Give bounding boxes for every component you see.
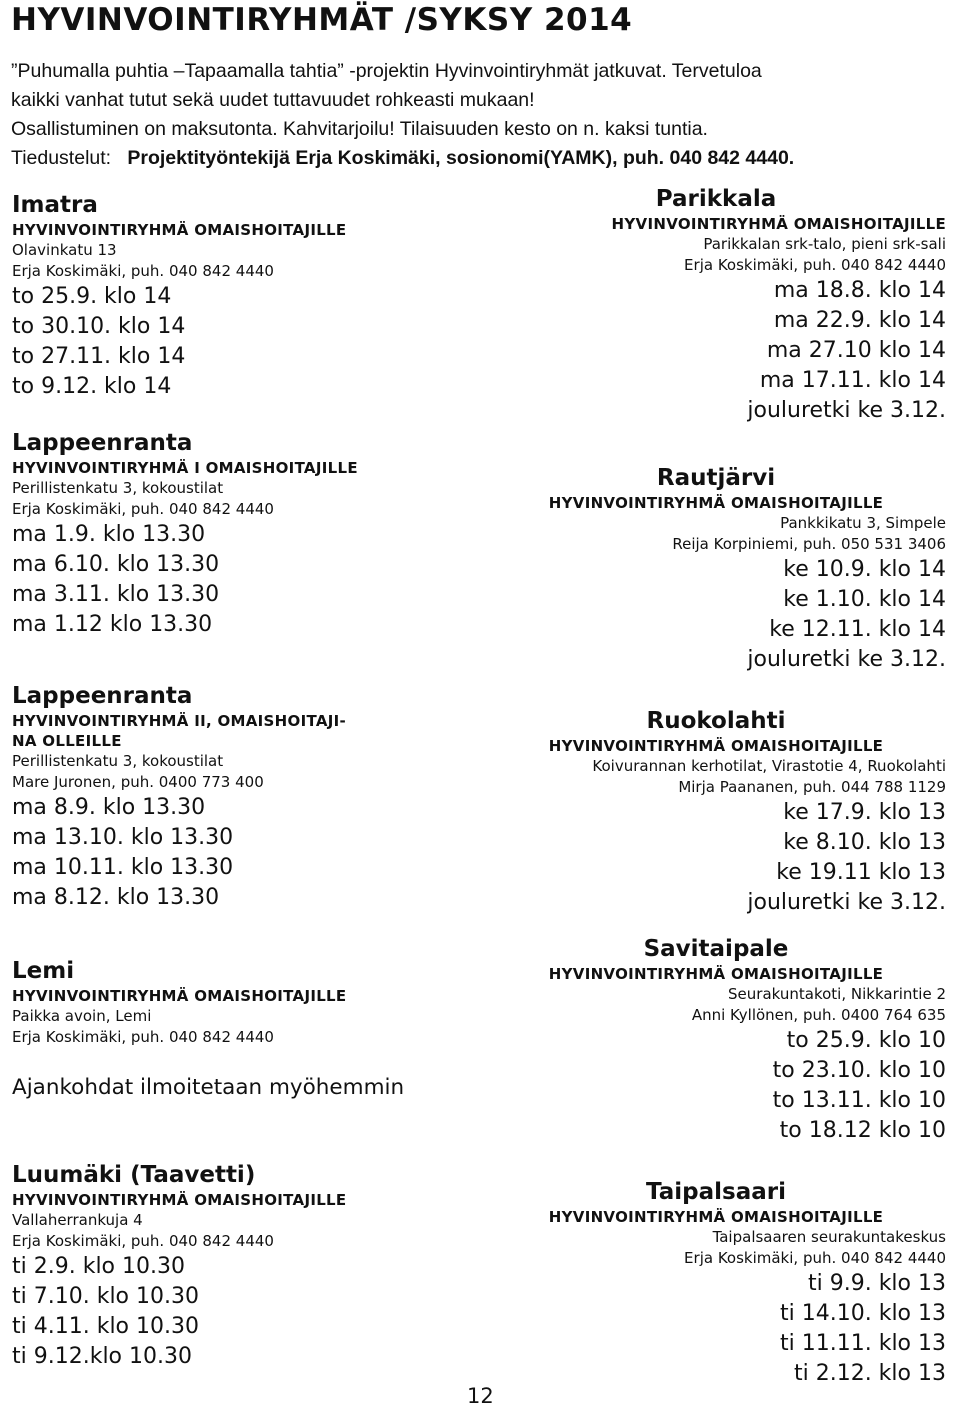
meeting-date: ti 9.12.klo 10.30 bbox=[12, 1344, 192, 1369]
group-type: HYVINVOINTIRYHMÄ OMAISHOITAJILLE bbox=[12, 1191, 347, 1209]
city-name: Taipalsaari bbox=[646, 1179, 786, 1205]
meeting-date: ma 1.9. klo 13.30 bbox=[12, 522, 206, 547]
meeting-date: ma 17.11. klo 14 bbox=[759, 368, 946, 393]
group-type: HYVINVOINTIRYHMÄ OMAISHOITAJILLE bbox=[548, 965, 884, 983]
meeting-date: ma 27.10 klo 14 bbox=[766, 338, 946, 363]
meeting-date: to 13.11. klo 10 bbox=[772, 1088, 946, 1113]
contact-person: Mirja Paananen, puh. 044 788 1129 bbox=[678, 778, 946, 796]
venue: Vallaherrankuja 4 bbox=[12, 1211, 143, 1229]
group-type: HYVINVOINTIRYHMÄ OMAISHOITAJILLE bbox=[548, 737, 884, 755]
venue: Taipalsaaren seurakuntakeskus bbox=[712, 1228, 946, 1246]
meeting-date: ke 12.11. klo 14 bbox=[769, 617, 946, 642]
city-name: Imatra bbox=[12, 192, 98, 218]
meeting-date: ma 10.11. klo 13.30 bbox=[12, 855, 234, 880]
city-name: Lemi bbox=[12, 958, 75, 984]
meeting-date: ma 1.12 klo 13.30 bbox=[12, 612, 213, 637]
contact-person: Erja Koskimäki, puh. 040 842 4440 bbox=[12, 1232, 274, 1250]
group-lappeenranta-2 bbox=[12, 681, 532, 913]
meeting-date: ti 7.10. klo 10.30 bbox=[12, 1284, 199, 1309]
group-rautjarvi bbox=[486, 463, 946, 675]
meeting-date: ti 9.9. klo 13 bbox=[807, 1271, 946, 1296]
group-savitaipale bbox=[486, 934, 946, 1146]
city-name: Parikkala bbox=[655, 186, 777, 212]
venue: Perillistenkatu 3, kokoustilat bbox=[12, 752, 224, 770]
group-luumaki bbox=[12, 1160, 532, 1372]
meeting-date: ma 18.8. klo 14 bbox=[773, 278, 946, 303]
meeting-date: ti 4.11. klo 10.30 bbox=[12, 1314, 199, 1339]
meeting-date: to 23.10. klo 10 bbox=[772, 1058, 946, 1083]
meeting-date: ma 13.10. klo 13.30 bbox=[12, 825, 234, 850]
city-name: Rautjärvi bbox=[656, 465, 776, 491]
meeting-date: ti 11.11. klo 13 bbox=[780, 1331, 946, 1356]
meeting-date: ti 2.9. klo 10.30 bbox=[12, 1254, 185, 1279]
meeting-date: to 9.12. klo 14 bbox=[12, 374, 172, 399]
meeting-date: ma 8.12. klo 13.30 bbox=[12, 885, 220, 910]
group-lemi bbox=[12, 956, 532, 1103]
meeting-date: jouluretki ke 3.12. bbox=[747, 398, 946, 423]
city-name: Lappeenranta bbox=[12, 683, 193, 709]
group-imatra bbox=[12, 190, 532, 402]
group-type: HYVINVOINTIRYHMÄ I OMAISHOITAJILLE bbox=[12, 459, 358, 477]
meeting-date: jouluretki ke 3.12. bbox=[747, 647, 946, 672]
meeting-date: ma 8.9. klo 13.30 bbox=[12, 795, 206, 820]
meeting-date: ke 10.9. klo 14 bbox=[783, 557, 946, 582]
meeting-date: ti 14.10. klo 13 bbox=[780, 1301, 946, 1326]
contact-person: Erja Koskimäki, puh. 040 842 4440 bbox=[684, 256, 946, 274]
city-name: Ruokolahti bbox=[646, 708, 786, 734]
contact-person: Reija Korpiniemi, puh. 050 531 3406 bbox=[672, 535, 946, 553]
group-type: NA OLLEILLE bbox=[12, 732, 122, 750]
meeting-date: ke 17.9. klo 13 bbox=[783, 800, 946, 825]
intro-line: Osallistuminen on maksutonta. Kahvitarjoilu! Tilaisuuden kesto on n. kaksi tuntia. bbox=[11, 118, 708, 140]
meeting-date: ti 2.12. klo 13 bbox=[793, 1361, 946, 1386]
meeting-date: ma 22.9. klo 14 bbox=[773, 308, 946, 333]
contact-text: Projektityöntekijä Erja Koskimäki, sosionomi(YAMK), puh. 040 842 4440. bbox=[127, 147, 795, 169]
group-lappeenranta-1 bbox=[12, 428, 532, 640]
contact-person: Mare Juronen, puh. 0400 773 400 bbox=[12, 773, 264, 791]
meeting-date: to 30.10. klo 14 bbox=[12, 314, 186, 339]
meeting-date: to 25.9. klo 14 bbox=[12, 284, 172, 309]
meeting-date: ke 19.11 klo 13 bbox=[776, 860, 946, 885]
page-title: HYVINVOINTIRYHMÄT /SYKSY 2014 bbox=[11, 2, 633, 38]
group-taipalsaari bbox=[486, 1177, 946, 1389]
meeting-date: ke 8.10. klo 13 bbox=[783, 830, 946, 855]
intro-line: ”Puhumalla puhtia –Tapaamalla tahtia” -projektin Hyvinvointiryhmät jatkuvat. Tervetuloa bbox=[11, 60, 762, 82]
meeting-date: ma 3.11. klo 13.30 bbox=[12, 582, 220, 607]
group-type: HYVINVOINTIRYHMÄ OMAISHOITAJILLE bbox=[611, 215, 946, 233]
contact-person: Erja Koskimäki, puh. 040 842 4440 bbox=[12, 262, 274, 280]
venue: Olavinkatu 13 bbox=[12, 241, 117, 259]
group-type: HYVINVOINTIRYHMÄ OMAISHOITAJILLE bbox=[548, 494, 884, 512]
intro-text bbox=[11, 57, 951, 173]
meeting-date: ma 6.10. klo 13.30 bbox=[12, 552, 220, 577]
meeting-date: to 25.9. klo 10 bbox=[786, 1028, 946, 1053]
group-type: HYVINVOINTIRYHMÄ OMAISHOITAJILLE bbox=[548, 1208, 884, 1226]
contact-person: Anni Kyllönen, puh. 0400 764 635 bbox=[691, 1006, 946, 1024]
contact-person: Erja Koskimäki, puh. 040 842 4440 bbox=[684, 1249, 946, 1267]
page-number: 12 bbox=[467, 1384, 494, 1408]
contact-line bbox=[11, 144, 951, 173]
contact-person: Erja Koskimäki, puh. 040 842 4440 bbox=[12, 1028, 274, 1046]
group-ruokolahti bbox=[486, 706, 946, 918]
meeting-date: jouluretki ke 3.12. bbox=[747, 890, 946, 915]
meeting-date: ke 1.10. klo 14 bbox=[783, 587, 946, 612]
group-type: HYVINVOINTIRYHMÄ OMAISHOITAJILLE bbox=[12, 987, 347, 1005]
group-type: HYVINVOINTIRYHMÄ OMAISHOITAJILLE bbox=[12, 221, 347, 239]
venue: Paikka avoin, Lemi bbox=[12, 1007, 152, 1025]
group-type: HYVINVOINTIRYHMÄ II, OMAISHOITAJI- bbox=[12, 712, 347, 730]
contact-label: Tiedustelut: bbox=[11, 147, 112, 169]
venue: Koivurannan kerhotilat, Virastotie 4, Ruokolahti bbox=[592, 757, 946, 775]
meeting-date: to 27.11. klo 14 bbox=[12, 344, 186, 369]
city-name: Savitaipale bbox=[643, 936, 789, 962]
city-name: Lappeenranta bbox=[12, 430, 193, 456]
venue: Seurakuntakoti, Nikkarintie 2 bbox=[728, 985, 946, 1003]
venue: Parikkalan srk-talo, pieni srk-sali bbox=[703, 235, 946, 253]
venue: Pankkikatu 3, Simpele bbox=[780, 514, 946, 532]
schedule-note: Ajankohdat ilmoitetaan myöhemmin bbox=[12, 1075, 405, 1100]
meeting-date: to 18.12 klo 10 bbox=[779, 1118, 946, 1143]
group-parikkala bbox=[486, 184, 946, 426]
city-name: Luumäki (Taavetti) bbox=[12, 1162, 256, 1188]
venue: Perillistenkatu 3, kokoustilat bbox=[12, 479, 224, 497]
contact-person: Erja Koskimäki, puh. 040 842 4440 bbox=[12, 500, 274, 518]
intro-line: kaikki vanhat tutut sekä uudet tuttavuudet rohkeasti mukaan! bbox=[11, 89, 535, 111]
